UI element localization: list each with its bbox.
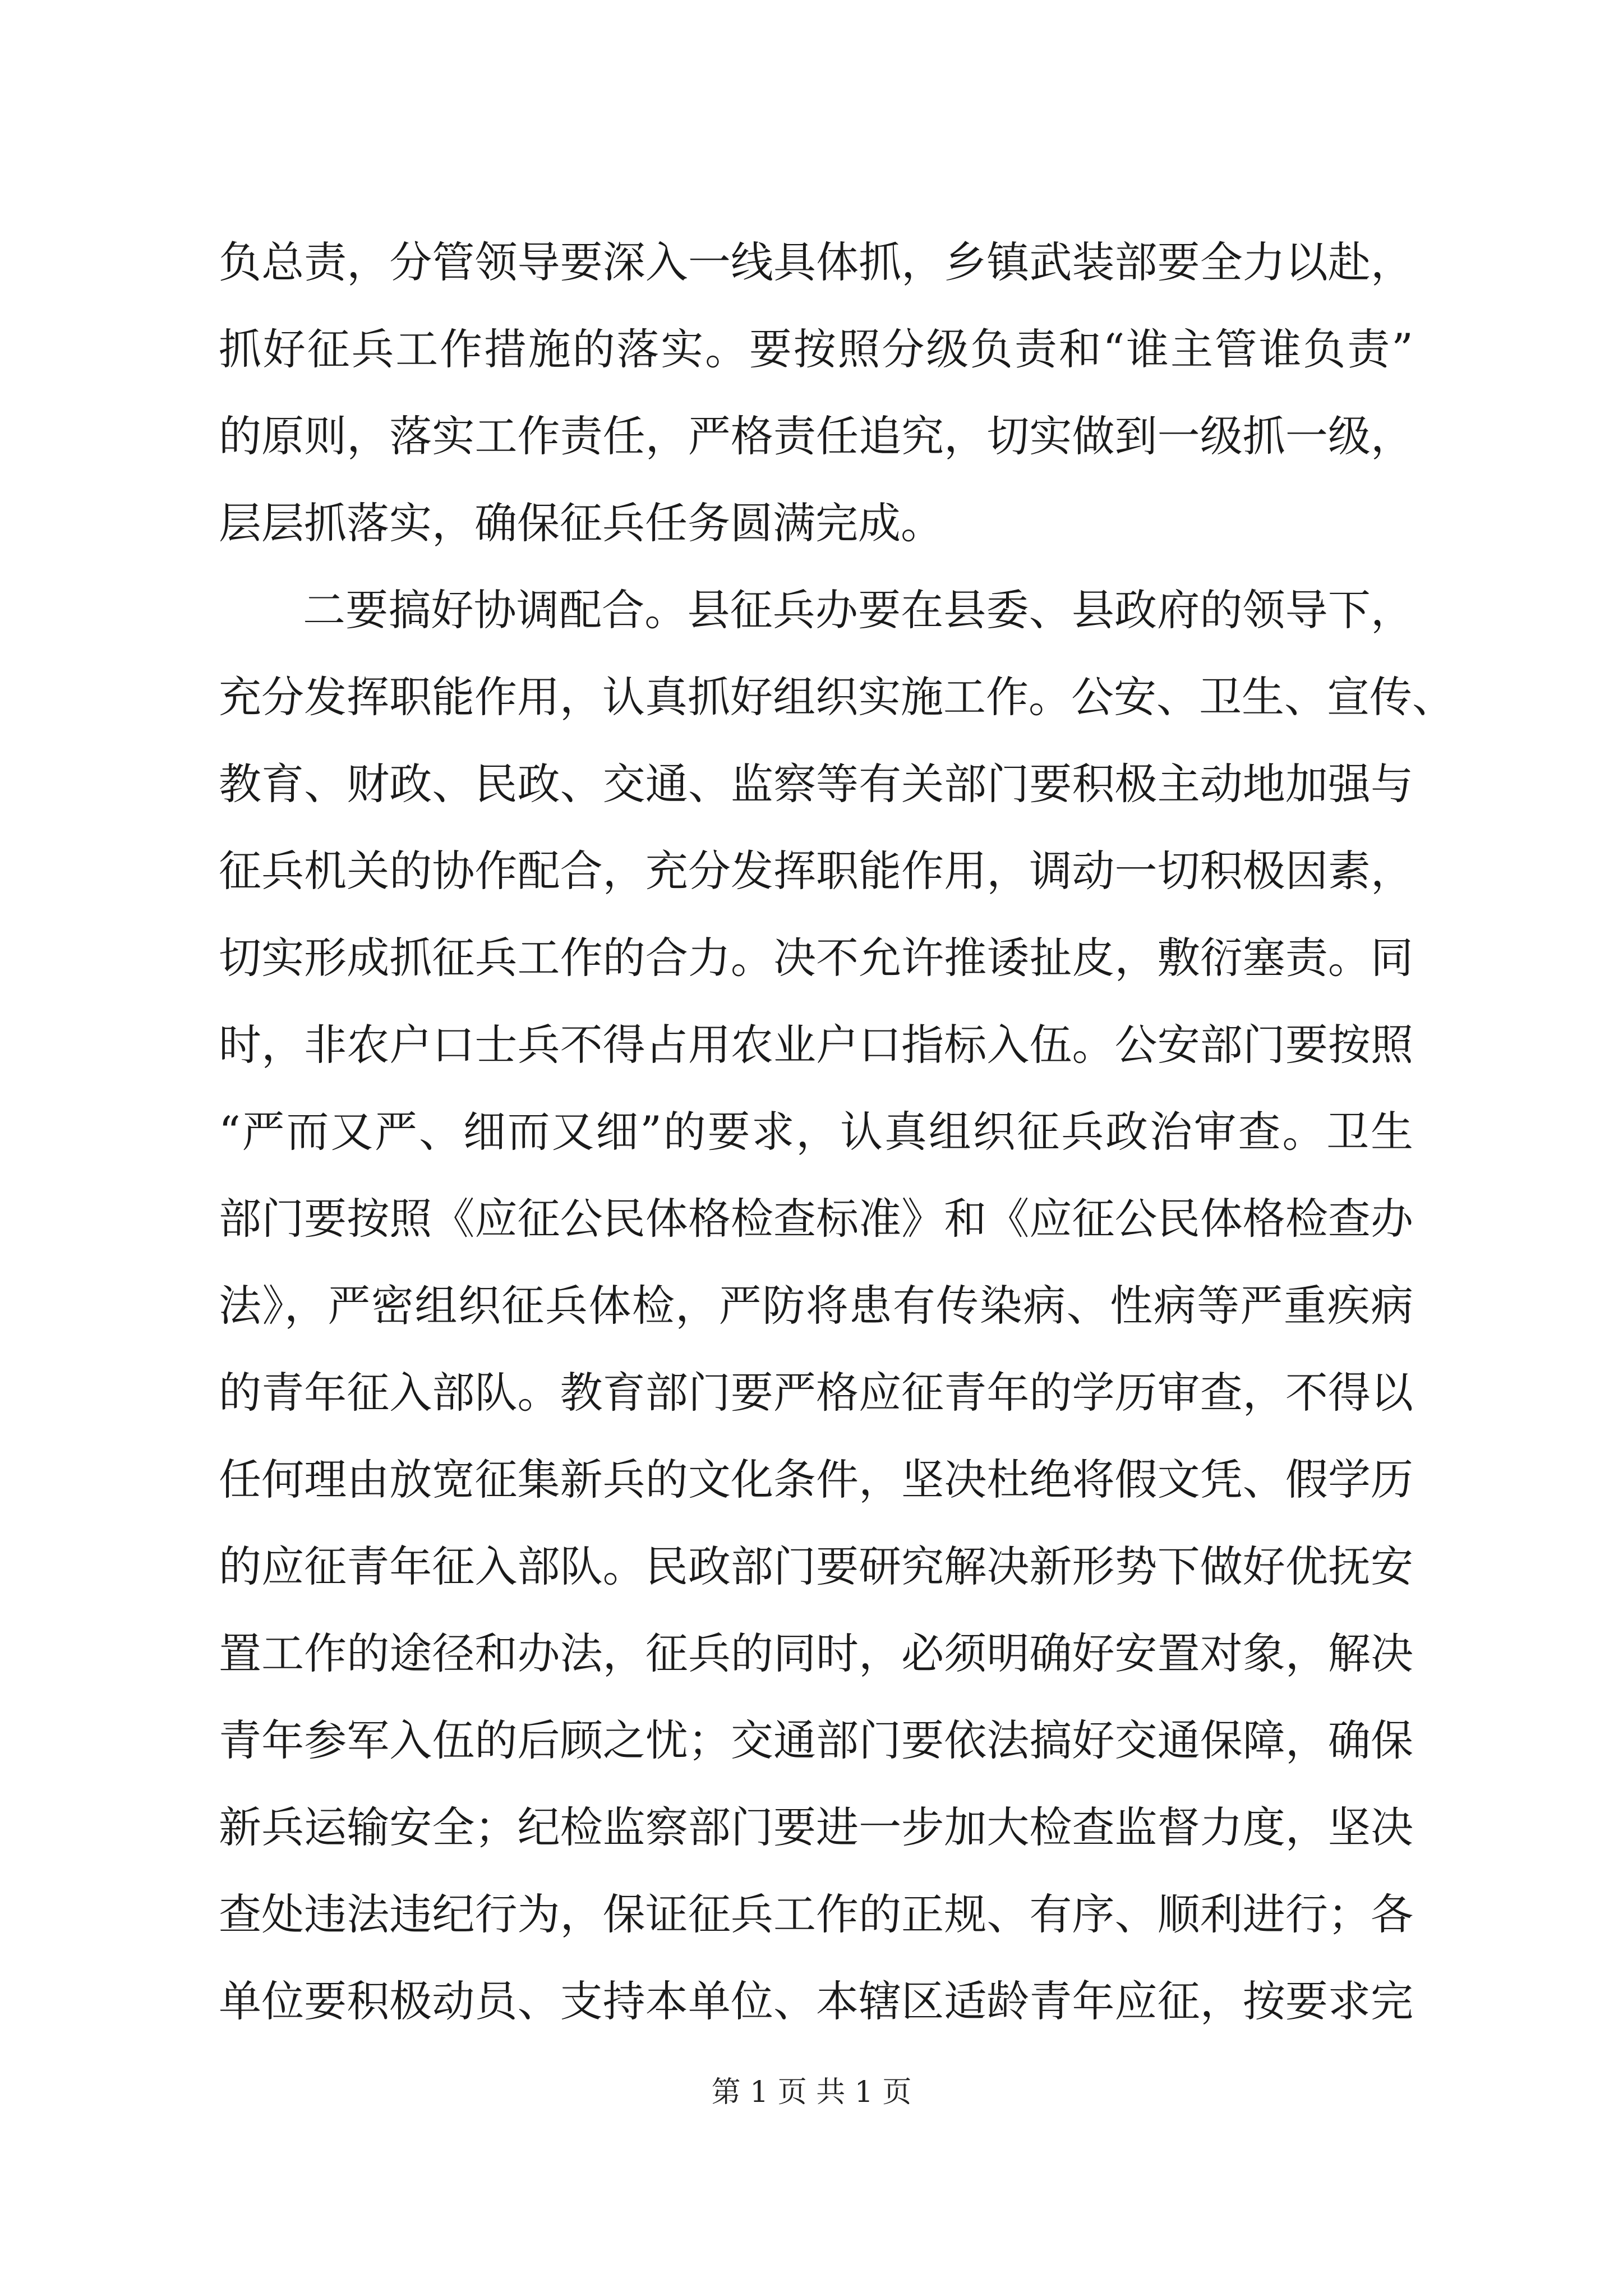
text-line: 新兵运输安全；纪检监察部门要进一步加大检查监督力度，坚决 (219, 1802, 1413, 1852)
text-line: 负总责，分管领导要深入一线具体抓，乡镇武装部要全力以赴， (219, 237, 1413, 287)
text-line: 置工作的途径和办法，征兵的同时，必须明确好安置对象，解决 (219, 1628, 1413, 1678)
text-line: 单位要积极动员、支持本单位、本辖区适龄青年应征，按要求完 (219, 1976, 1413, 2026)
text-line: 任何理由放宽征集新兵的文化条件，坚决杜绝将假文凭、假学历 (219, 1455, 1413, 1504)
text-line: 抓好征兵工作措施的落实。要按照分级负责和“谁主管谁负责” (219, 324, 1413, 374)
text-line: 征兵机关的协作配合，充分发挥职能作用，调动一切积极因素， (219, 846, 1413, 896)
text-line: 的应征青年征入部队。民政部门要研究解决新形势下做好优抚安 (219, 1542, 1413, 1591)
text-line: 切实形成抓征兵工作的合力。决不允许推诿扯皮，敷衍塞责。同 (219, 933, 1413, 983)
text-line: 法》，严密组织征兵体检，严防将患有传染病、性病等严重疾病 (219, 1281, 1413, 1331)
text-line: 教育、财政、民政、交通、监察等有关部门要积极主动地加强与 (219, 759, 1413, 809)
text-line: 的青年征入部队。教育部门要严格应征青年的学历审查，不得以 (219, 1368, 1413, 1418)
text-line: 部门要按照《应征公民体格检查标准》和《应征公民体格检查办 (219, 1194, 1413, 1244)
text-line: 的原则，落实工作责任，严格责任追究，切实做到一级抓一级， (219, 411, 1413, 461)
text-line: 时，非农户口士兵不得占用农业户口指标入伍。公安部门要按照 (219, 1020, 1413, 1070)
page-number-label: 第 1 页 共 1 页 (711, 2076, 912, 2109)
text-line: 青年参军入伍的后顾之忧；交通部门要依法搞好交通保障，确保 (219, 1715, 1413, 1765)
page-footer (0, 2073, 1623, 2112)
text-line: 查处违法违纪行为，保证征兵工作的正规、有序、顺利进行；各 (219, 1889, 1413, 1939)
document-body (219, 219, 1455, 2045)
text-line: 二要搞好协调配合。县征兵办要在县委、县政府的领导下， (303, 585, 1413, 635)
text-line: 充分发挥职能作用，认真抓好组织实施工作。公安、卫生、宣传、 (219, 672, 1455, 722)
text-line: 层层抓落实，确保征兵任务圆满完成。 (219, 498, 943, 548)
text-line: “严而又严、细而又细”的要求，认真组织征兵政治审查。卫生 (219, 1107, 1413, 1157)
